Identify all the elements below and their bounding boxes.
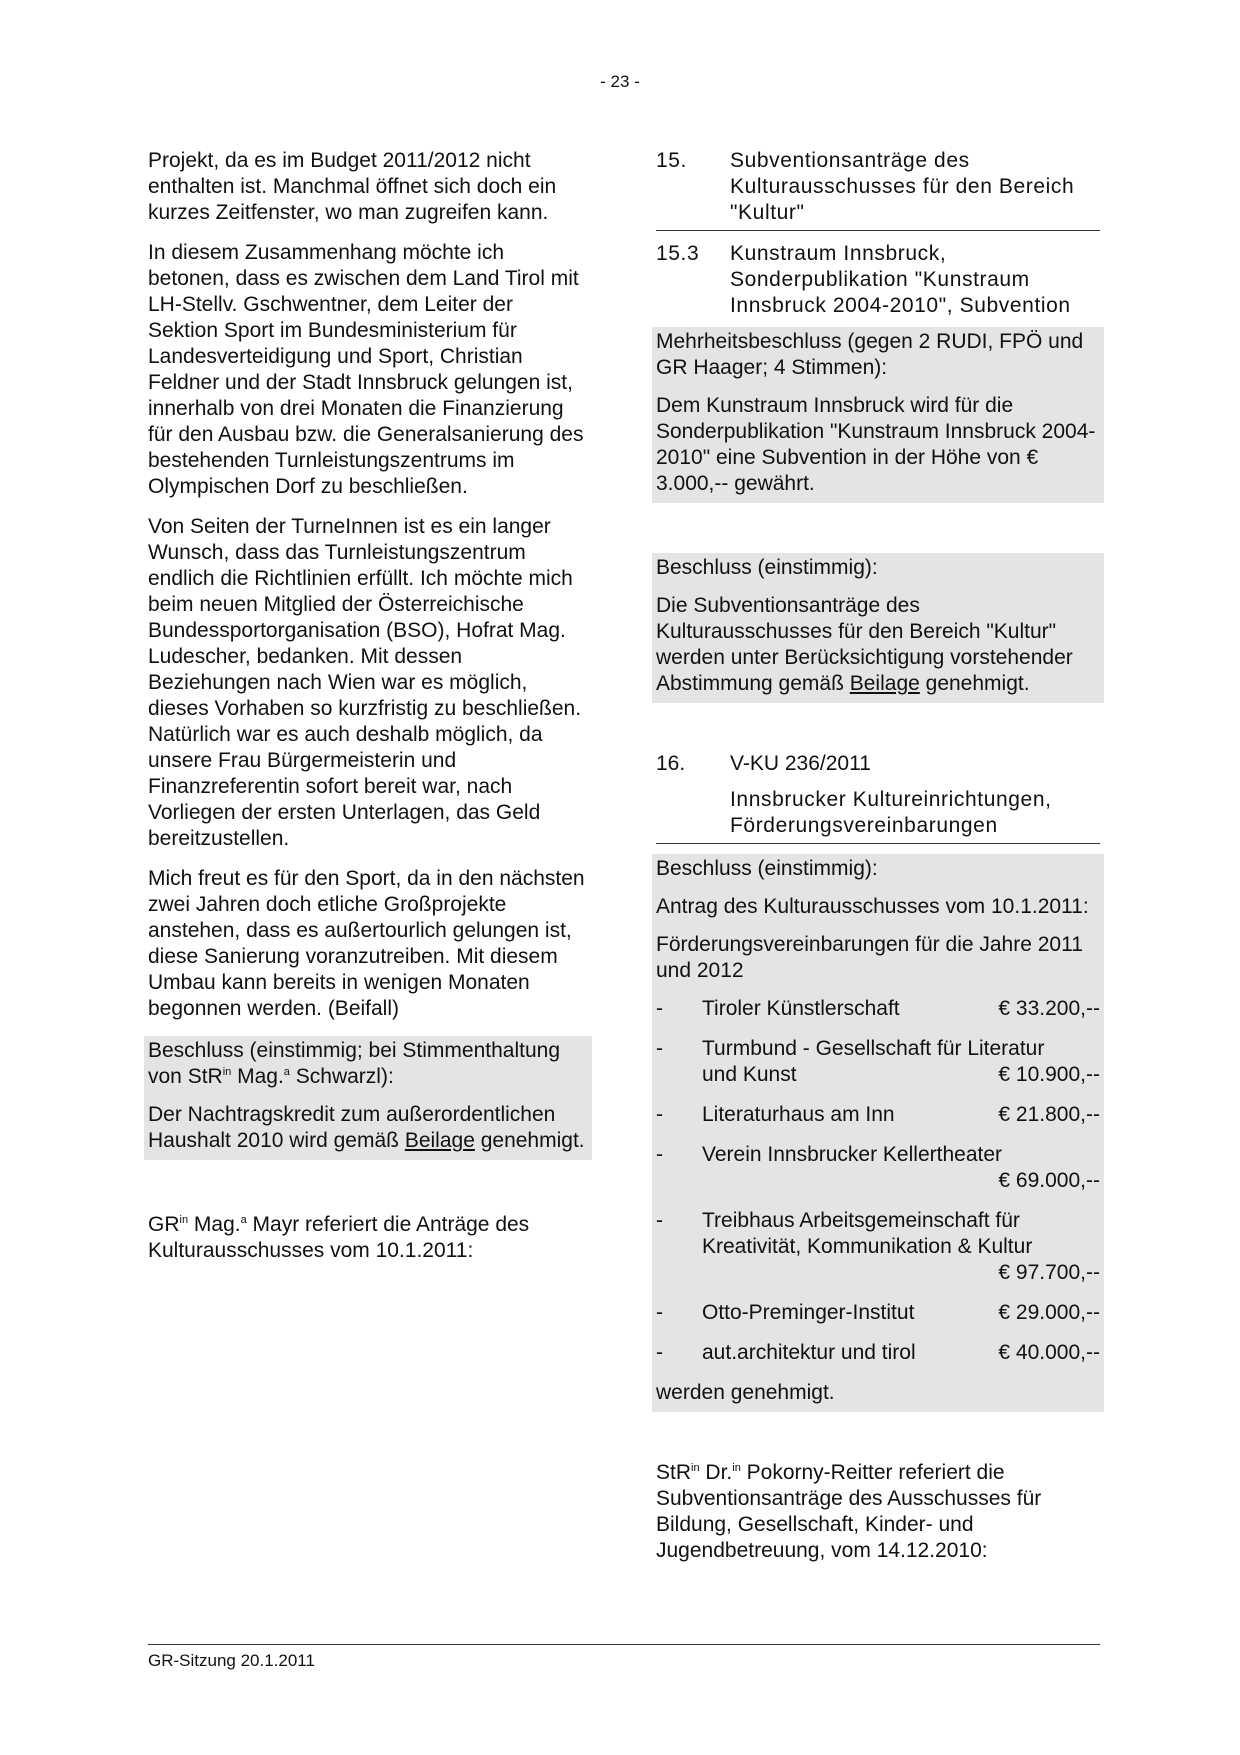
speaker-paragraph: $GR^{in}$ Mag.$^a$ Mayr referiert die Anträge des Kulturausschusses vom 10.1.2011:: [148, 1213, 530, 1262]
list-item: - aut.architektur und tirol € 40.000,--: [656, 1341, 1100, 1364]
majority-resolution-box: [652, 327, 1104, 503]
resolution-box-1: [144, 1036, 592, 1160]
beilage-link[interactable]: Beilage: [849, 672, 920, 695]
resolution-title: Beschluss (einstimmig; bei Stimmenthaltung von StR$^{in}$ Mag.$^a$ Schwarzl):: [148, 1039, 561, 1088]
resolution-title: Beschluss (einstimmig):: [656, 857, 878, 880]
beilage-link[interactable]: Beilage: [404, 1129, 475, 1152]
heading-15: 15. Subventionsanträge des Kulturausschusses für den Bereich "Kultur": [656, 148, 1100, 231]
footer: GR-Sitzung 20.1.2011: [148, 1644, 1100, 1671]
list-item: - Tiroler Künstlerschaft € 33.200,--: [656, 997, 1100, 1020]
resolution-text: Die Subventionsanträge des Kulturausschusses für den Bereich "Kultur" werden unter Berücksichtigung vorstehender Abstimmung gemäß Beilage genehmigt.: [656, 594, 1073, 695]
page-number: - 23 -: [600, 72, 640, 91]
resolution-text: Dem Kunstraum Innsbruck wird für die Sonderpublikation "Kunstraum Innsbruck 2004-2010" eine Subvention in der Höhe von € 3.000,-- gewährt.: [656, 394, 1096, 495]
speaker-paragraph: StR$^{in}$ Dr.$^{in}$ Pokorny-Reitter referiert die Subventionsanträge des Ausschusses für Bildung, Gesellschaft, Kinder- und Jugendbetreuung, vom 14.12.2010:: [656, 1461, 1042, 1562]
list-item: - Treibhaus Arbeitsgemeinschaft für Kreativität, Kommunikation & Kultur € 97.700,--: [656, 1209, 1100, 1284]
heading-15-3: 15.3 Kunstraum Innsbruck, Sonderpublikation "Kunstraum Innsbruck 2004-2010", Subvention: [656, 242, 1071, 317]
resolution-title: Beschluss (einstimmig):: [656, 556, 878, 579]
list-item: - Verein Innsbrucker Kellertheater € 69.000,--: [656, 1143, 1100, 1192]
left-column: [148, 148, 588, 1278]
paragraph: Projekt, da es im Budget 2011/2012 nicht enthalten ist. Manchmal öffnet sich doch ein kurzes Zeitfenster, wo man zugreifen kann.: [148, 149, 557, 224]
list-item: - Otto-Preminger-Institut € 29.000,--: [656, 1301, 1100, 1324]
resolution-text: werden genehmigt.: [656, 1381, 835, 1404]
resolution-box-2: [652, 553, 1104, 703]
resolution-text: Förderungsvereinbarungen für die Jahre 2011 und 2012: [656, 933, 1083, 982]
list-item: - Literaturhaus am Inn € 21.800,--: [656, 1103, 1100, 1126]
resolution-title: Mehrheitsbeschluss (gegen 2 RUDI, FPÖ und GR Haager; 4 Stimmen):: [656, 330, 1084, 379]
resolution-text: Der Nachtragskredit zum außerordentlichen Haushalt 2010 wird gemäß Beilage genehmigt.: [148, 1103, 585, 1152]
resolution-box-3: [652, 854, 1104, 1412]
paragraph: Mich freut es für den Sport, da in den nächsten zwei Jahren doch etliche Großprojekte anstehen, dass es außertourlich gelungen ist, diese Sanierung voranzutreiben. Mit diesem Umbau kann bereits in wenigen Monaten begonnen werden. (Beifall): [148, 867, 585, 1020]
heading-16: 16. V-KU 236/2011 Innsbrucker Kultureinrichtungen, Förderungsvereinbarungen: [656, 751, 1100, 844]
resolution-text: Antrag des Kulturausschusses vom 10.1.2011:: [656, 895, 1089, 918]
paragraph: Von Seiten der TurneInnen ist es ein langer Wunsch, dass das Turnleistungszentrum endlich die Richtlinien erfüllt. Ich möchte mich beim neuen Mitglied der Österreichische Bundessportorganisation (BSO), Hofrat Mag. Ludescher, bedanken. Mit dessen Beziehungen nach Wien war es möglich, dieses Vorhaben so kurzfristig zu beschließen. Natürlich war es auch deshalb möglich, da unsere Frau Bürgermeisterin und Finanzreferentin sofort bereit war, nach Vorliegen der ersten Unterlagen, das Geld bereitzustellen.: [148, 515, 582, 850]
right-column: [656, 148, 1100, 1578]
list-item: - Turmbund - Gesellschaft für Literatur und Kunst € 10.900,--: [656, 1037, 1100, 1086]
paragraph: In diesem Zusammenhang möchte ich betonen, dass es zwischen dem Land Tirol mit LH-Stellv. Gschwentner, dem Leiter der Sektion Sport im Bundesministerium für Landesverteidigung und Sport, Christian Feldner und der Stadt Innsbruck gelungen ist, innerhalb von drei Monaten die Finanzierung für den Ausbau bzw. die Generalsanierung des bestehenden Turnleistungszentrums im Olympischen Dorf zu beschließen.: [148, 241, 584, 498]
